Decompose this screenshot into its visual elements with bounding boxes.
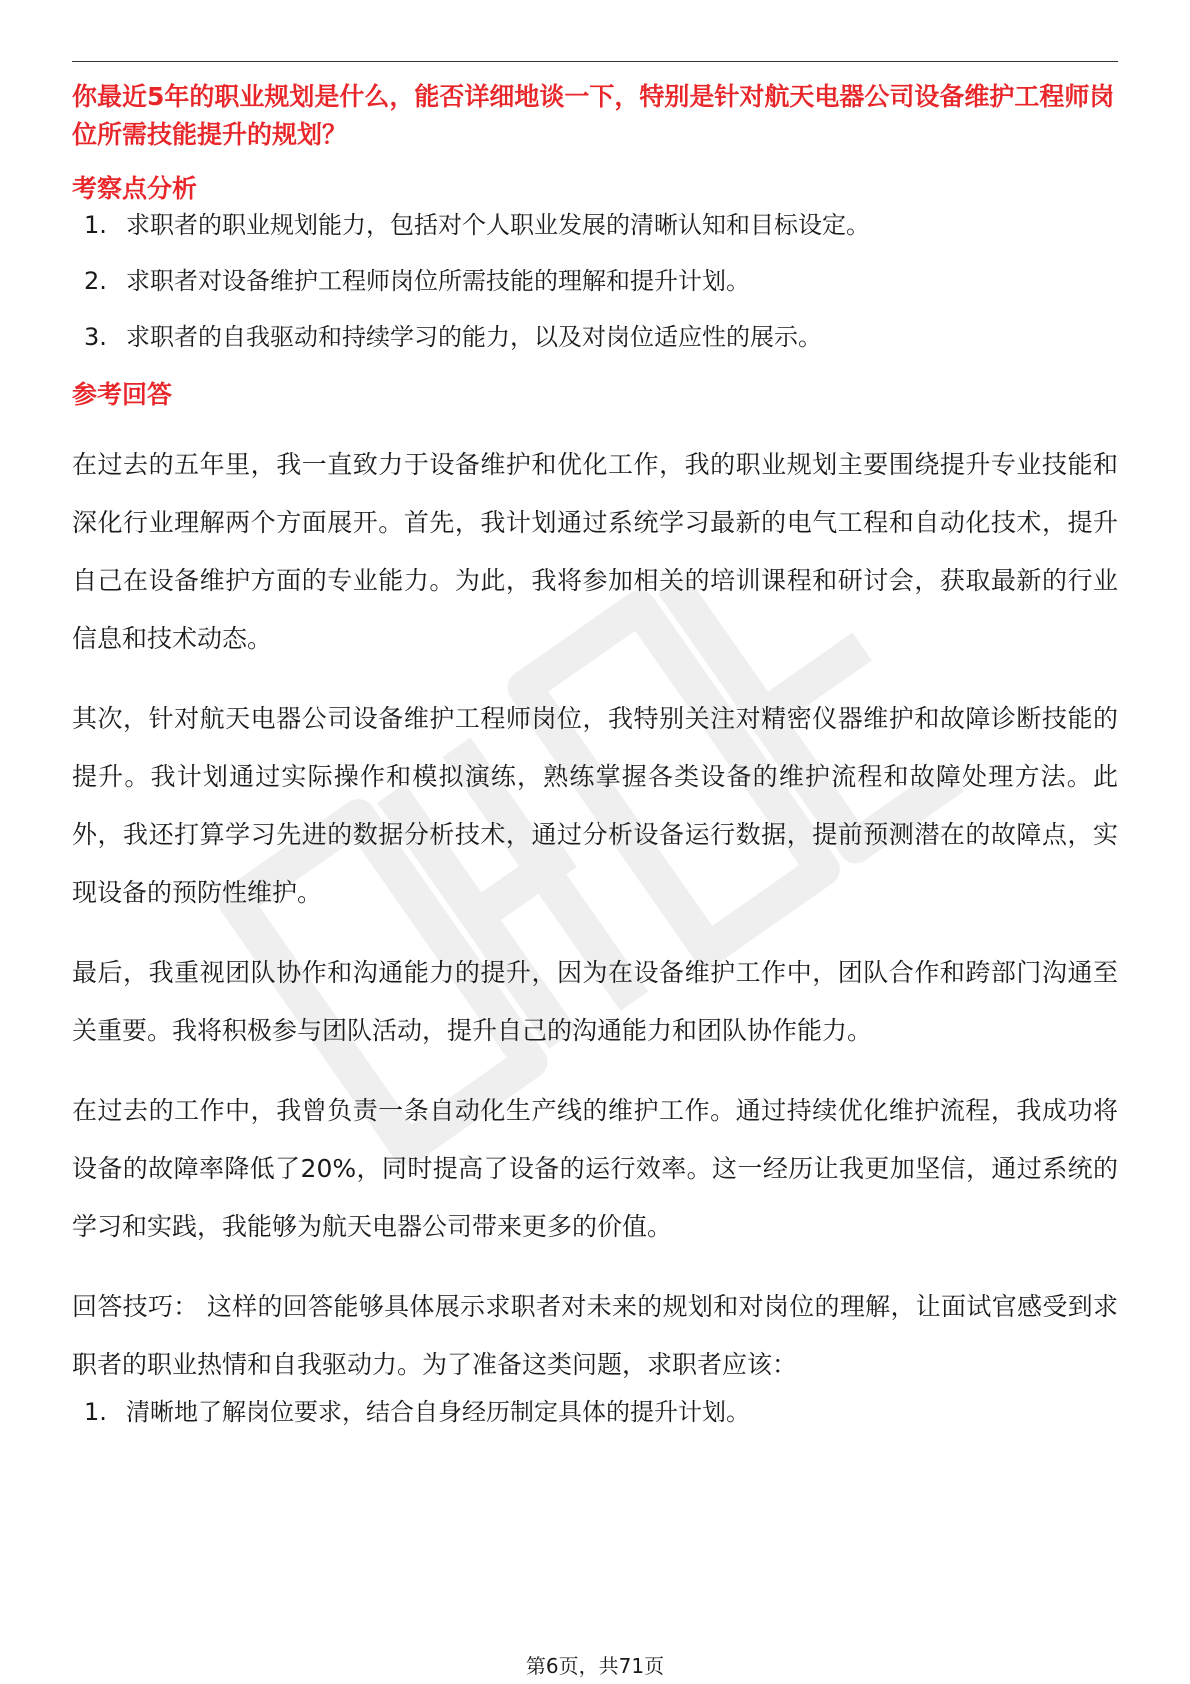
page-footer: 第6页，共71页 (525, 1654, 665, 1678)
list-item-text: 求职者的职业规划能力，包括对个人职业发展的清晰认知和目标设定。 (126, 211, 870, 239)
answer-heading: 参考回答 (72, 380, 173, 409)
list-item (72, 1394, 1118, 1430)
list-item-text: 求职者的自我驱动和持续学习的能力，以及对岗位适应性的展示。 (126, 323, 822, 351)
list-number: 1. (84, 1398, 107, 1426)
analysis-list (72, 207, 1118, 355)
answer-paragraph: 最后，我重视团队协作和沟通能力的提升，因为在设备维护工作中，团队合作和跨部门沟通至关重要。我将积极参与团队活动，提升自己的沟通能力和团队协作能力。 (72, 958, 1118, 1045)
page-content (72, 78, 1118, 1430)
tips-paragraph: 回答技巧： 这样的回答能够具体展示求职者对未来的规划和对岗位的理解，让面试官感受到求职者的职业热情和自我驱动力。为了准备这类问题，求职者应该： (72, 1292, 1118, 1379)
answer-paragraph: 在过去的五年里，我一直致力于设备维护和优化工作，我的职业规划主要围绕提升专业技能和深化行业理解两个方面展开。首先，我计划通过系统学习最新的电气工程和自动化技术，提升自己在设备维护方面的专业能力。为此，我将参加相关的培训课程和研讨会，获取最新的行业信息和技术动态。 (72, 450, 1118, 653)
list-item-text: 求职者对设备维护工程师岗位所需技能的理解和提升计划。 (126, 267, 750, 295)
answer-paragraph: 其次，针对航天电器公司设备维护工程师岗位，我特别关注对精密仪器维护和故障诊断技能的提升。我计划通过实际操作和模拟演练，熟练掌握各类设备的维护流程和故障处理方法。此外，我还打算学习先进的数据分析技术，通过分析设备运行数据，提前预测潜在的故障点，实现设备的预防性维护。 (72, 704, 1118, 907)
list-number: 3. (84, 323, 107, 351)
list-number: 1. (84, 211, 107, 239)
tips-list (72, 1394, 1118, 1430)
list-item-text: 清晰地了解岗位要求，结合自身经历制定具体的提升计划。 (126, 1398, 750, 1426)
list-item (72, 207, 1118, 243)
list-number: 2. (84, 267, 107, 295)
answer-paragraph: 在过去的工作中，我曾负责一条自动化生产线的维护工作。通过持续优化维护流程，我成功将设备的故障率降低了20%，同时提高了设备的运行效率。这一经历让我更加坚信，通过系统的学习和实践，我能够为航天电器公司带来更多的价值。 (72, 1096, 1118, 1241)
analysis-heading: 考察点分析 (72, 174, 198, 203)
top-divider (72, 61, 1118, 62)
list-item (72, 263, 1118, 299)
list-item (72, 319, 1118, 355)
question-title: 你最近5年的职业规划是什么，能否详细地谈一下，特别是针对航天电器公司设备维护工程师岗位所需技能提升的规划？ (72, 82, 1115, 149)
